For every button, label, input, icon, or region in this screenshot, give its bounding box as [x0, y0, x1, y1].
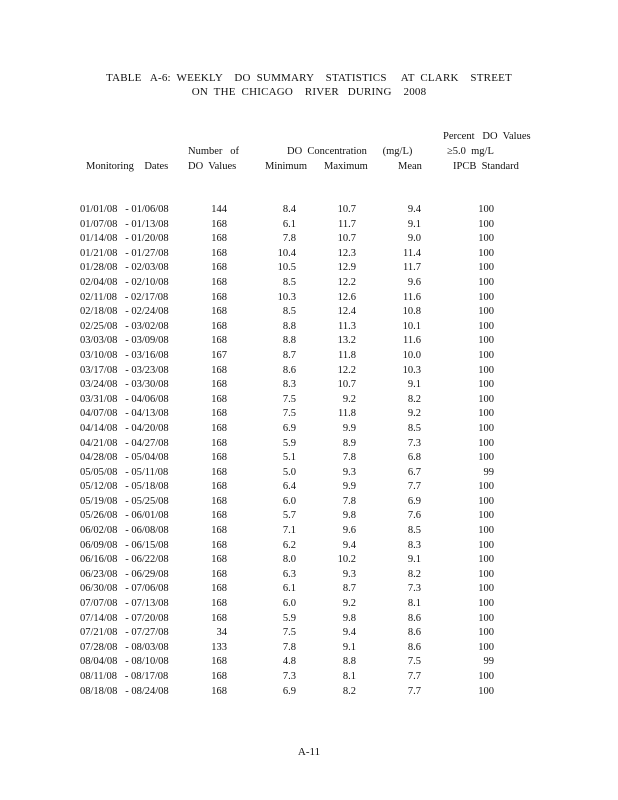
cell-monitoring-dates: 03/10/08 - 03/16/08 — [80, 349, 169, 361]
cell-mean: 8.6 — [407, 612, 421, 624]
cell-number-of-values: 168 — [211, 276, 227, 288]
cell-maximum: 7.8 — [342, 452, 356, 464]
cell-monitoring-dates: 07/07/08 - 07/13/08 — [80, 598, 169, 610]
cell-maximum: 10.7 — [337, 379, 356, 391]
cell-number-of-values: 168 — [211, 262, 227, 274]
cell-mean: 8.6 — [407, 627, 421, 639]
cell-monitoring-dates: 06/02/08 - 06/08/08 — [80, 525, 169, 537]
cell-mean: 6.7 — [407, 466, 421, 478]
cell-minimum: 7.8 — [282, 233, 296, 245]
cell-number-of-values: 168 — [211, 598, 227, 610]
cell-maximum: 9.8 — [342, 612, 356, 624]
header-do-concentration: DO Concentration (mg/L) — [287, 146, 413, 157]
cell-maximum: 7.8 — [342, 495, 356, 507]
cell-monitoring-dates: 08/04/08 - 08/10/08 — [80, 656, 169, 668]
cell-monitoring-dates: 04/28/08 - 05/04/08 — [80, 452, 169, 464]
cell-minimum: 10.3 — [277, 291, 296, 303]
cell-maximum: 10.7 — [337, 233, 356, 245]
cell-monitoring-dates: 07/14/08 - 07/20/08 — [80, 612, 169, 624]
table-row — [0, 553, 618, 568]
cell-monitoring-dates: 05/12/08 - 05/18/08 — [80, 481, 169, 493]
cell-mean: 7.3 — [407, 437, 421, 449]
cell-number-of-values: 34 — [216, 627, 227, 639]
cell-maximum: 12.2 — [337, 276, 356, 288]
cell-percent-meeting-standard: 100 — [478, 408, 494, 420]
cell-percent-meeting-standard: 100 — [478, 379, 494, 391]
cell-percent-meeting-standard: 100 — [478, 204, 494, 215]
cell-number-of-values: 168 — [211, 510, 227, 522]
cell-monitoring-dates: 08/11/08 - 08/17/08 — [80, 671, 169, 682]
cell-number-of-values: 168 — [211, 320, 227, 332]
cell-percent-meeting-standard: 100 — [478, 452, 494, 464]
cell-mean: 7.5 — [407, 656, 421, 668]
cell-percent-meeting-standard: 100 — [478, 437, 494, 449]
cell-monitoring-dates: 05/26/08 - 06/01/08 — [80, 510, 169, 522]
cell-percent-meeting-standard: 100 — [478, 525, 494, 537]
cell-minimum: 6.1 — [282, 583, 296, 595]
cell-percent-meeting-standard: 100 — [478, 583, 494, 595]
cell-minimum: 8.6 — [282, 364, 296, 376]
cell-percent-meeting-standard: 100 — [478, 612, 494, 624]
cell-number-of-values: 168 — [211, 656, 227, 668]
cell-monitoring-dates: 03/17/08 - 03/23/08 — [80, 364, 169, 376]
cell-maximum: 9.3 — [342, 568, 356, 580]
cell-number-of-values: 168 — [211, 437, 227, 449]
cell-percent-meeting-standard: 100 — [478, 539, 494, 551]
cell-minimum: 8.8 — [282, 320, 296, 332]
cell-minimum: 7.5 — [282, 408, 296, 420]
table-row — [0, 655, 618, 670]
cell-number-of-values: 168 — [211, 525, 227, 537]
cell-number-of-values: 168 — [211, 554, 227, 566]
header-percent-line-1: Percent DO Values — [443, 131, 531, 142]
cell-monitoring-dates: 02/25/08 - 03/02/08 — [80, 320, 169, 332]
cell-minimum: 10.5 — [277, 262, 296, 274]
cell-monitoring-dates: 01/07/08 - 01/13/08 — [80, 218, 169, 230]
cell-monitoring-dates: 01/14/08 - 01/20/08 — [80, 233, 169, 245]
cell-monitoring-dates: 01/21/08 - 01/27/08 — [80, 247, 169, 259]
header-minimum: Minimum — [265, 161, 308, 172]
cell-minimum: 8.7 — [282, 349, 296, 361]
cell-number-of-values: 133 — [211, 641, 227, 653]
cell-number-of-values: 167 — [211, 349, 227, 361]
cell-percent-meeting-standard: 100 — [478, 233, 494, 245]
cell-maximum: 12.6 — [337, 291, 356, 303]
table-row — [0, 349, 618, 364]
cell-percent-meeting-standard: 100 — [478, 335, 494, 347]
cell-percent-meeting-standard: 100 — [478, 495, 494, 507]
cell-mean: 7.7 — [407, 671, 421, 682]
cell-mean: 9.0 — [407, 233, 421, 245]
cell-monitoring-dates: 07/21/08 - 07/27/08 — [80, 627, 169, 639]
table-row — [0, 218, 618, 233]
cell-percent-meeting-standard: 100 — [478, 685, 494, 697]
cell-maximum: 8.9 — [342, 437, 356, 449]
cell-maximum: 9.2 — [342, 393, 356, 405]
cell-mean: 8.2 — [407, 393, 421, 405]
cell-minimum: 8.0 — [282, 554, 296, 566]
cell-minimum: 10.4 — [277, 247, 296, 259]
cell-percent-meeting-standard: 100 — [478, 510, 494, 522]
table-row — [0, 422, 618, 437]
cell-mean: 9.2 — [407, 408, 421, 420]
cell-maximum: 9.2 — [342, 598, 356, 610]
table-row — [0, 670, 618, 685]
cell-maximum: 9.8 — [342, 510, 356, 522]
cell-mean: 10.1 — [402, 320, 421, 332]
header-percent-line-3: IPCB Standard — [453, 161, 519, 172]
cell-mean: 7.6 — [407, 510, 421, 522]
cell-minimum: 5.1 — [282, 452, 296, 464]
cell-number-of-values: 168 — [211, 539, 227, 551]
cell-number-of-values: 168 — [211, 568, 227, 580]
cell-mean: 7.7 — [407, 685, 421, 697]
table-row — [0, 407, 618, 422]
header-number-line-2: DO Values — [188, 161, 237, 172]
table-row — [0, 495, 618, 510]
table-row — [0, 232, 618, 247]
cell-mean: 7.7 — [407, 481, 421, 493]
cell-minimum: 5.9 — [282, 437, 296, 449]
cell-maximum: 12.3 — [337, 247, 356, 259]
cell-monitoring-dates: 04/07/08 - 04/13/08 — [80, 408, 169, 420]
cell-monitoring-dates: 07/28/08 - 08/03/08 — [80, 641, 169, 653]
header-percent-line-2: ≥5.0 mg/L — [447, 146, 494, 157]
cell-number-of-values: 168 — [211, 671, 227, 682]
table-row — [0, 261, 618, 276]
cell-number-of-values: 168 — [211, 364, 227, 376]
cell-monitoring-dates: 04/14/08 - 04/20/08 — [80, 422, 169, 434]
cell-number-of-values: 168 — [211, 452, 227, 464]
cell-number-of-values: 168 — [211, 685, 227, 697]
table-row — [0, 480, 618, 495]
header-maximum: Maximum — [324, 161, 368, 172]
cell-maximum: 11.8 — [338, 408, 356, 420]
cell-monitoring-dates: 04/21/08 - 04/27/08 — [80, 437, 169, 449]
cell-monitoring-dates: 05/19/08 - 05/25/08 — [80, 495, 169, 507]
cell-percent-meeting-standard: 100 — [478, 641, 494, 653]
cell-number-of-values: 168 — [211, 481, 227, 493]
header-monitoring-dates: Monitoring Dates — [86, 161, 169, 172]
cell-percent-meeting-standard: 100 — [478, 247, 494, 259]
cell-maximum: 8.1 — [342, 671, 356, 682]
cell-monitoring-dates: 02/11/08 - 02/17/08 — [80, 291, 169, 303]
cell-mean: 8.3 — [407, 539, 421, 551]
cell-number-of-values: 168 — [211, 422, 227, 434]
cell-percent-meeting-standard: 100 — [478, 291, 494, 303]
table-row — [0, 612, 618, 627]
cell-number-of-values: 168 — [211, 495, 227, 507]
cell-mean: 6.9 — [407, 495, 421, 507]
table-row — [0, 568, 618, 583]
cell-minimum: 7.3 — [282, 671, 296, 682]
cell-percent-meeting-standard: 100 — [478, 422, 494, 434]
cell-maximum: 9.4 — [342, 627, 356, 639]
cell-maximum: 11.3 — [338, 320, 356, 332]
cell-mean: 7.3 — [407, 583, 421, 595]
page-number: A-11 — [297, 746, 321, 758]
cell-minimum: 6.9 — [282, 685, 296, 697]
cell-mean: 11.6 — [403, 335, 421, 347]
cell-monitoring-dates: 02/18/08 - 02/24/08 — [80, 306, 169, 318]
cell-mean: 11.6 — [403, 291, 421, 303]
cell-mean: 6.8 — [407, 452, 421, 464]
cell-monitoring-dates: 02/04/08 - 02/10/08 — [80, 276, 169, 288]
cell-minimum: 5.0 — [282, 466, 296, 478]
cell-minimum: 8.5 — [282, 306, 296, 318]
cell-mean: 11.4 — [403, 247, 421, 259]
cell-number-of-values: 168 — [211, 291, 227, 303]
table-row — [0, 364, 618, 379]
cell-maximum: 8.8 — [342, 656, 356, 668]
cell-mean: 10.8 — [402, 306, 421, 318]
cell-number-of-values: 168 — [211, 583, 227, 595]
cell-number-of-values: 168 — [211, 335, 227, 347]
cell-minimum: 8.8 — [282, 335, 296, 347]
cell-percent-meeting-standard: 100 — [478, 364, 494, 376]
cell-percent-meeting-standard: 100 — [478, 671, 494, 682]
cell-number-of-values: 168 — [211, 393, 227, 405]
cell-minimum: 8.3 — [282, 379, 296, 391]
cell-minimum: 7.5 — [282, 393, 296, 405]
cell-minimum: 4.8 — [282, 656, 296, 668]
table-row — [0, 582, 618, 597]
cell-mean: 8.1 — [407, 598, 421, 610]
table-row — [0, 393, 618, 408]
cell-minimum: 5.9 — [282, 612, 296, 624]
cell-minimum: 5.7 — [282, 510, 296, 522]
cell-mean: 10.0 — [402, 349, 421, 361]
table-row — [0, 320, 618, 335]
cell-mean: 9.1 — [407, 379, 421, 391]
cell-number-of-values: 168 — [211, 612, 227, 624]
cell-minimum: 6.9 — [282, 422, 296, 434]
cell-minimum: 6.4 — [282, 481, 296, 493]
cell-percent-meeting-standard: 100 — [478, 218, 494, 230]
cell-monitoring-dates: 03/24/08 - 03/30/08 — [80, 379, 169, 391]
cell-percent-meeting-standard: 100 — [478, 320, 494, 332]
cell-monitoring-dates: 05/05/08 - 05/11/08 — [80, 466, 169, 478]
cell-mean: 11.7 — [403, 262, 421, 274]
cell-maximum: 9.4 — [342, 539, 356, 551]
cell-mean: 10.3 — [402, 364, 421, 376]
cell-percent-meeting-standard: 100 — [478, 481, 494, 493]
table-row — [0, 247, 618, 262]
cell-mean: 8.6 — [407, 641, 421, 653]
cell-percent-meeting-standard: 100 — [478, 627, 494, 639]
cell-percent-meeting-standard: 100 — [478, 393, 494, 405]
table-row — [0, 334, 618, 349]
cell-mean: 8.5 — [407, 525, 421, 537]
table-row — [0, 276, 618, 291]
cell-mean: 9.6 — [407, 276, 421, 288]
cell-monitoring-dates: 03/03/08 - 03/09/08 — [80, 335, 169, 347]
cell-percent-meeting-standard: 99 — [483, 466, 494, 478]
cell-maximum: 8.2 — [342, 685, 356, 697]
header-mean: Mean — [398, 161, 422, 172]
table-row — [0, 291, 618, 306]
cell-monitoring-dates: 06/23/08 - 06/29/08 — [80, 568, 169, 580]
cell-minimum: 7.8 — [282, 641, 296, 653]
cell-maximum: 9.1 — [342, 641, 356, 653]
cell-maximum: 9.9 — [342, 422, 356, 434]
table-row — [0, 509, 618, 524]
cell-number-of-values: 168 — [211, 306, 227, 318]
table-title-line-1: TABLE A-6: WEEKLY DO SUMMARY STATISTICS AT CLARK STREET — [106, 72, 512, 84]
table-row — [0, 305, 618, 320]
cell-maximum: 10.7 — [337, 204, 356, 215]
cell-maximum: 11.8 — [338, 349, 356, 361]
cell-maximum: 9.3 — [342, 466, 356, 478]
cell-percent-meeting-standard: 100 — [478, 276, 494, 288]
table-row — [0, 451, 618, 466]
cell-number-of-values: 144 — [211, 204, 227, 215]
cell-maximum: 10.2 — [337, 554, 356, 566]
table-body — [0, 203, 618, 699]
table-row — [0, 466, 618, 481]
cell-number-of-values: 168 — [211, 408, 227, 420]
cell-minimum: 7.5 — [282, 627, 296, 639]
cell-monitoring-dates: 01/28/08 - 02/03/08 — [80, 262, 169, 274]
cell-percent-meeting-standard: 100 — [478, 306, 494, 318]
cell-number-of-values: 168 — [211, 247, 227, 259]
table-row — [0, 524, 618, 539]
table-row — [0, 626, 618, 641]
cell-number-of-values: 168 — [211, 379, 227, 391]
header-number-line-1: Number of — [188, 146, 240, 157]
cell-number-of-values: 168 — [211, 218, 227, 230]
cell-percent-meeting-standard: 99 — [483, 656, 494, 668]
cell-mean: 9.1 — [407, 218, 421, 230]
cell-maximum: 12.4 — [337, 306, 356, 318]
cell-minimum: 6.3 — [282, 568, 296, 580]
cell-minimum: 8.5 — [282, 276, 296, 288]
table-row — [0, 437, 618, 452]
cell-percent-meeting-standard: 100 — [478, 262, 494, 274]
cell-minimum: 6.0 — [282, 598, 296, 610]
cell-monitoring-dates: 06/16/08 - 06/22/08 — [80, 554, 169, 566]
cell-monitoring-dates: 03/31/08 - 04/06/08 — [80, 393, 169, 405]
cell-percent-meeting-standard: 100 — [478, 568, 494, 580]
table-row — [0, 203, 618, 218]
cell-maximum: 12.9 — [337, 262, 356, 274]
cell-mean: 9.4 — [407, 204, 421, 215]
cell-minimum: 6.0 — [282, 495, 296, 507]
cell-maximum: 13.2 — [337, 335, 356, 347]
cell-minimum: 7.1 — [282, 525, 296, 537]
table-row — [0, 685, 618, 700]
cell-maximum: 8.7 — [342, 583, 356, 595]
cell-mean: 8.5 — [407, 422, 421, 434]
cell-maximum: 11.7 — [338, 218, 356, 230]
cell-percent-meeting-standard: 100 — [478, 554, 494, 566]
cell-minimum: 6.2 — [282, 539, 296, 551]
cell-percent-meeting-standard: 100 — [478, 598, 494, 610]
table-row — [0, 539, 618, 554]
cell-number-of-values: 168 — [211, 233, 227, 245]
cell-maximum: 9.9 — [342, 481, 356, 493]
cell-monitoring-dates: 06/09/08 - 06/15/08 — [80, 539, 169, 551]
cell-minimum: 8.4 — [282, 204, 296, 215]
cell-monitoring-dates: 06/30/08 - 07/06/08 — [80, 583, 169, 595]
cell-maximum: 12.2 — [337, 364, 356, 376]
cell-monitoring-dates: 01/01/08 - 01/06/08 — [80, 204, 169, 215]
cell-monitoring-dates: 08/18/08 - 08/24/08 — [80, 685, 169, 697]
table-row — [0, 641, 618, 656]
table-row — [0, 378, 618, 393]
cell-minimum: 6.1 — [282, 218, 296, 230]
cell-maximum: 9.6 — [342, 525, 356, 537]
cell-mean: 8.2 — [407, 568, 421, 580]
table-row — [0, 597, 618, 612]
table-title-line-2: ON THE CHICAGO RIVER DURING 2008 — [191, 86, 427, 98]
cell-mean: 9.1 — [407, 554, 421, 566]
cell-percent-meeting-standard: 100 — [478, 349, 494, 361]
cell-number-of-values: 168 — [211, 466, 227, 478]
